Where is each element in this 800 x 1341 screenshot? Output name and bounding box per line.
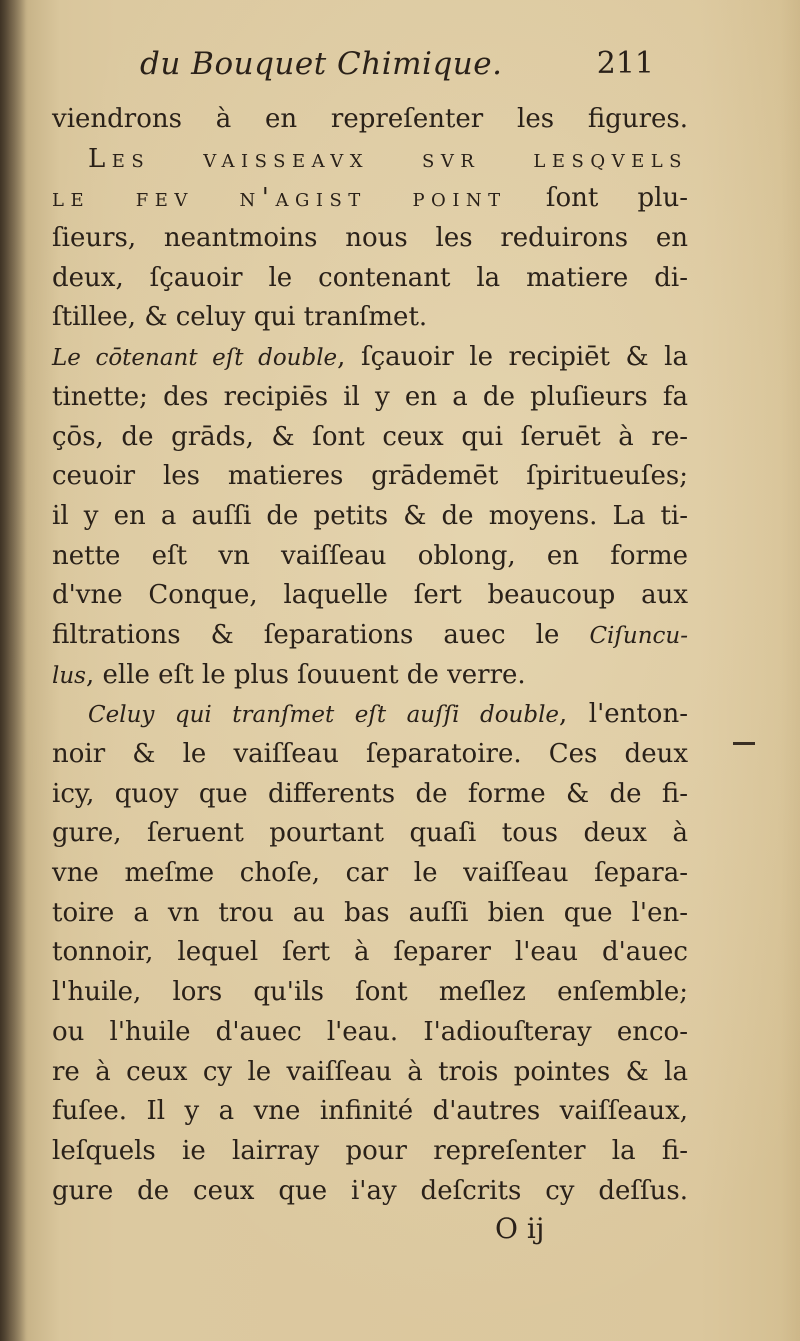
text-segment: ſont plu- (506, 183, 688, 214)
text-line (52, 933, 688, 973)
text-segment: gure, ſeruent pourtant quaſi tous deux à (52, 818, 688, 849)
text-segment: çōs, de grāds, & ſont ceux qui ſeruēt à re- (52, 421, 688, 452)
text-segment: vne meſme choſe, car le vaiſſeau ſepara- (52, 858, 688, 889)
text-line (52, 338, 688, 378)
text-segment: le fev n'agist point (52, 183, 507, 214)
text-line (52, 179, 688, 219)
text-line (52, 1092, 688, 1132)
text-line (52, 537, 688, 577)
text-line (52, 616, 688, 656)
text-line (52, 259, 688, 299)
text-line (52, 1132, 688, 1172)
text-segment: l'huile, lors qu'ils ſont meſlez enſemble; (52, 977, 688, 1008)
text-segment: Les vaisseavx svr lesqvels (88, 143, 688, 174)
text-segment: Celuy qui tranſmet eſt auſſi double (88, 702, 560, 729)
text-line (52, 854, 688, 894)
text-segment: il y en a auſſi de petits & de moyens. La ti- (52, 500, 688, 531)
text-line (52, 576, 688, 616)
text-segment: ſtillee, & celuy qui tranſmet. (52, 302, 428, 333)
page-header (140, 46, 670, 96)
running-title: du Bouquet Chimique. (140, 46, 503, 82)
text-segment: ſieurs, neantmoins nous les reduirons en (52, 223, 688, 254)
text-segment: ou l'huile d'auec l'eau. I'adiouſteray enco- (52, 1016, 688, 1047)
text-segment: Le cōtenant eſt double (52, 345, 338, 372)
text-line (52, 418, 688, 458)
text-line (52, 814, 688, 854)
text-line (52, 894, 688, 934)
text-segment: leſquels ie lairray pour repreſenter la fi- (52, 1135, 688, 1166)
text-segment: Ciſuncu- (589, 622, 688, 649)
text-segment: filtrations & ſeparations auec le (52, 619, 590, 650)
text-segment: fuſee. Il y a vne infinité d'autres vaiſſeaux, (52, 1096, 688, 1127)
text-line (52, 457, 688, 497)
text-segment: viendrons à en repreſenter les figures. (52, 104, 688, 134)
text-segment: , elle eſt le plus ſouuent de verre. (85, 659, 526, 690)
text-line (52, 1013, 688, 1053)
text-line (52, 100, 688, 140)
text-segment: gure de ceux que i'ay deſcrits cy deſſus. (52, 1175, 688, 1206)
text-segment: nette eſt vn vaiſſeau oblong, en forme (52, 540, 688, 571)
text-line (52, 1053, 688, 1093)
text-line (52, 497, 688, 537)
margin-mark (733, 742, 755, 745)
text-line (52, 973, 688, 1013)
page-number: 211 (596, 46, 654, 81)
text-segment: ceuoir les matieres grādemēt ſpiritueuſes; (52, 461, 688, 492)
text-line (52, 735, 688, 775)
text-segment: tonnoir, lequel ſert à ſeparer l'eau d'auec (52, 937, 688, 968)
text-segment: re à ceux cy le vaiſſeau à trois pointes & la (52, 1056, 688, 1087)
text-line (52, 1172, 688, 1212)
text-line (52, 775, 688, 815)
body-text (52, 100, 688, 1211)
text-segment: noir & le vaiſſeau ſeparatoire. Ces deux (52, 739, 688, 769)
text-segment: icy, quoy que differents de forme & de fi- (52, 778, 688, 809)
text-line (52, 140, 688, 180)
text-line (52, 298, 688, 338)
text-segment: tinette; des recipiēs il y en a de pluſieurs fa (52, 381, 688, 412)
text-line (52, 695, 688, 735)
text-segment: lus (52, 662, 86, 689)
text-segment: d'vne Conque, laquelle ſert beaucoup aux (52, 580, 688, 611)
text-line (52, 378, 688, 418)
signature-mark: O ij (495, 1212, 545, 1245)
text-segment: , l'enton- (559, 699, 688, 730)
text-segment: toire a vn trou au bas auſſi bien que l'en- (52, 897, 688, 928)
text-line (52, 656, 688, 696)
gutter-shadow (0, 0, 26, 1341)
text-segment: deux, ſçauoir le contenant la matiere di- (52, 262, 688, 293)
text-segment: , ſçauoir le recipiēt & la (337, 342, 688, 373)
text-line (52, 219, 688, 259)
